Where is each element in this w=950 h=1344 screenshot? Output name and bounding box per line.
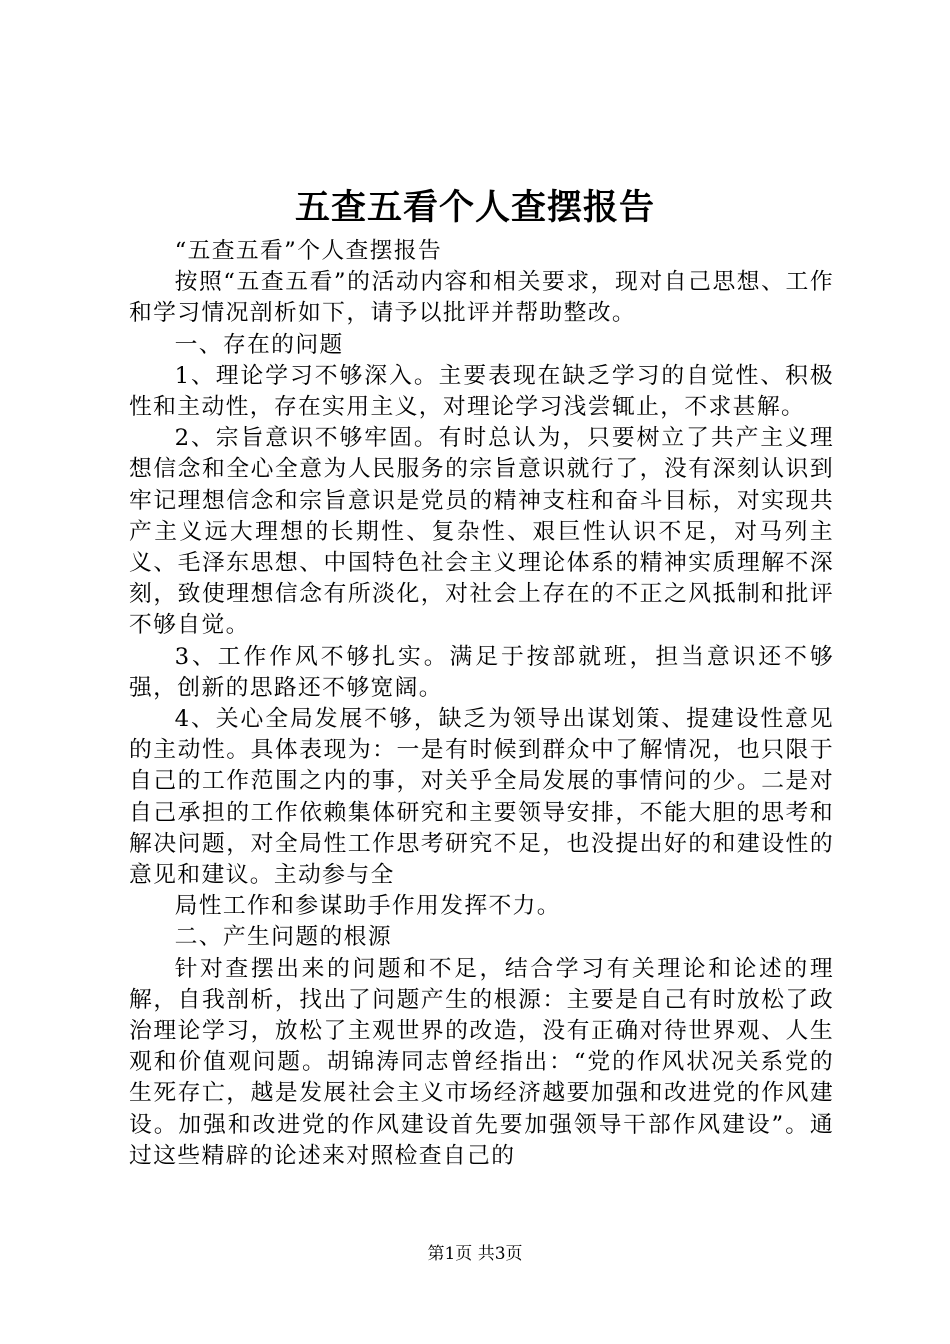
page-number-footer: 第1页 共3页: [427, 1244, 523, 1264]
section-heading-problems: 一、存在的问题: [174, 331, 344, 358]
paragraph-subtitle: “五查五看”个人查摆报告: [174, 238, 443, 264]
paragraph-intro: 按照“五查五看”的活动内容和相关要求，现对自己思想、工作和学习情况剖析如下，请予以批评并帮助整改。: [129, 269, 834, 327]
document-body: [129, 236, 834, 1172]
document-title: 五查五看个人查摆报告: [294, 187, 655, 228]
paragraph-problem-4-continued: 局性工作和参谋助手作用发挥不力。: [174, 893, 561, 920]
paragraph-causes: 针对查摆出来的问题和不足，结合学习有关理论和论述的理解，自我剖析，找出了问题产生的根源：主要是自己有时放松了政治理论学习，放松了主观世界的改造，没有正确对待世界观、人生观和价值观问题。胡锦涛同志曾经指出：“党的作风状况关系党的生死存亡，越是发展社会主义市场经济越要加强和改进党的作风建设。加强和改进党的作风建设首先要加强领导干部作风建设”。通过这些精辟的论述来对照检查自己的: [129, 955, 834, 1169]
paragraph-problem-2: 2、宗旨意识不够牢固。有时总认为，只要树立了共产主义理想信念和全心全意为人民服务的宗旨意识就行了，没有深刻认识到牢记理想信念和宗旨意识是党员的精神支柱和奋斗目标，对实现共产主义远大理想的长期性、复杂性、艰巨性认识不足，对马列主义、毛泽东思想、中国特色社会主义理论体系的精神实质理解不深刻，致使理想信念有所淡化，对社会上存在的不正之风抵制和批评不够自觉。: [129, 425, 834, 639]
section-heading-causes: 二、产生问题的根源: [174, 924, 392, 951]
paragraph-problem-1: 1、理论学习不够深入。主要表现在缺乏学习的自觉性、积极性和主动性，存在实用主义，对理论学习浅尝辄止，不求甚解。: [129, 362, 834, 421]
paragraph-problem-3: 3、工作作风不够扎实。满足于按部就班，担当意识还不够强，创新的思路还不够宽阔。: [129, 643, 834, 701]
paragraph-problem-4: 4、关心全局发展不够，缺乏为领导出谋划策、提建设性意见的主动性。具体表现为：一是有时候到群众中了解情况，也只限于自己的工作范围之内的事，对关乎全局发展的事情问的少。二是对自己承担的工作依赖集体研究和主要领导安排，不能大胆的思考和解决问题，对全局性工作思考研究不足，也没提出好的和建设性的意见和建议。主动参与全: [129, 706, 834, 889]
